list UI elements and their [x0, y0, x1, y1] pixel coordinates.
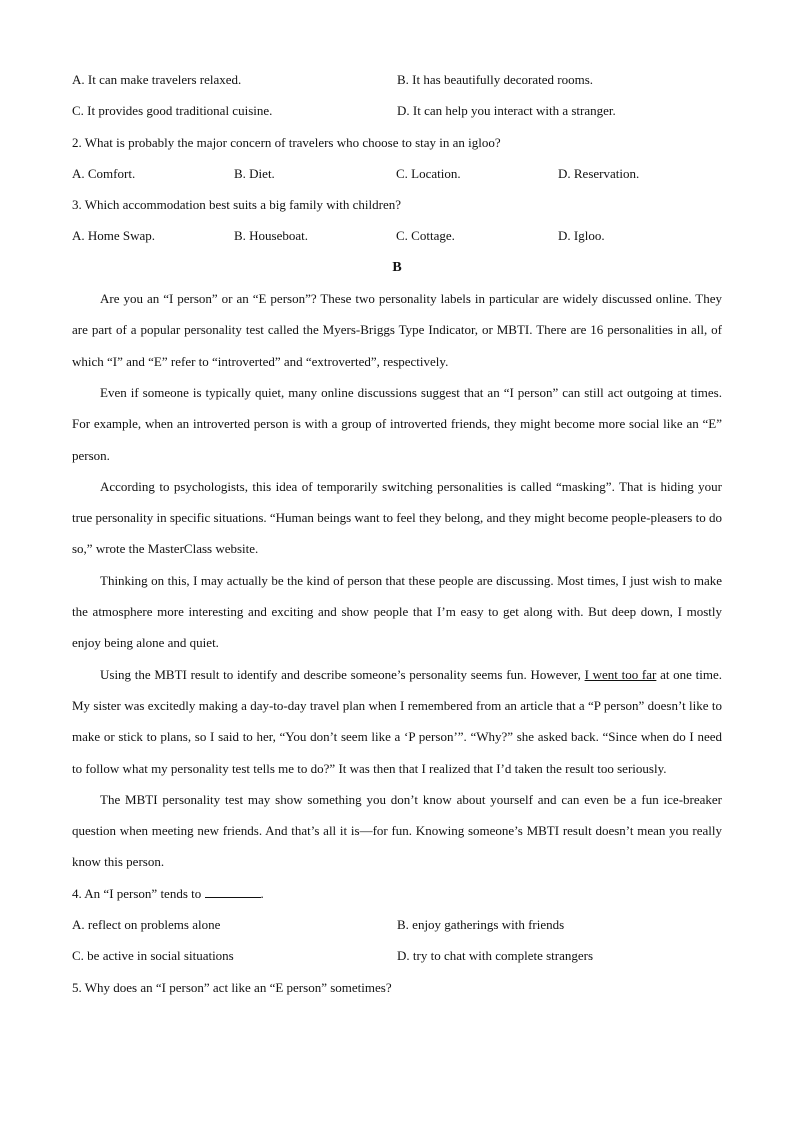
question-text: 4. An “I person” tends to [72, 885, 205, 901]
option-b: B. It has beautifully decorated rooms. [397, 71, 594, 87]
options-row-2 [72, 95, 722, 126]
option-d: D. try to chat with complete strangers [397, 947, 594, 963]
option-a: A. Comfort. [72, 165, 136, 181]
underlined-phrase: I went too far [584, 666, 657, 682]
option-a: A. Home Swap. [72, 228, 156, 244]
option-a: A. It can make travelers relaxed. [72, 71, 242, 87]
question-3: 3. Which accommodation best suits a big family with children? [72, 197, 402, 213]
option-b: B. Houseboat. [234, 228, 309, 244]
document-page [72, 64, 722, 1003]
passage-paragraph-1: Are you an “I person” or an “E person”? These two personality labels in particular are widely discussed online. They are part of a popular personality test called the Myers-Briggs Type Indicator, or MBTI. There are 16 personalities in all, of which “I” and “E” refer to “introverted” and “extroverted”, respectively. [72, 291, 722, 369]
passage-paragraph-3: According to psychologists, this idea of temporarily switching personalities is called “masking”. That is hiding your true personality in specific situations. “Human beings want to feel they belong, and they might become people-pleasers to do so,” wrote the MasterClass website. [72, 478, 722, 557]
question-4 [72, 878, 722, 909]
passage-paragraph-6: The MBTI personality test may show something you don’t know about yourself and can even be a fun ice-breaker question when meeting new friends. And that’s all it is—for fun. Knowing someone’s MBTI result doesn’t mean you really know this person. [72, 791, 722, 870]
section-title: B [392, 259, 402, 275]
passage-paragraph-4: Thinking on this, I may actually be the kind of person that these people are discussing. Most times, I just wish to make the atmosphere more interesting and exciting and show people that I’m easy to get along with. But deep down, I mostly enjoy being alone and quiet. [72, 572, 722, 651]
paragraph-text: at one time. My sister was excitedly making a day-to-day travel plan when I remembered from an article that a “P person” doesn’t like to make or stick to plans, so I said to her, “You don’t seem like a ‘P person’”. “Why?” she asked back. “Since when do I need to follow what my personality test tells me to do?” It was then that I realized that I’d taken the result too seriously. [72, 666, 723, 776]
question-4-options-row-1 [72, 909, 722, 940]
answer-blank [205, 885, 261, 898]
option-c: C. Location. [396, 165, 461, 181]
passage-paragraph-2: Even if someone is typically quiet, many online discussions suggest that an “I person” can still act outgoing at times. For example, when an introverted person is with a group of introverted friends, they might become more social like an “E” person. [72, 384, 722, 463]
question-5: 5. Why does an “I person” act like an “E person” sometimes? [72, 979, 392, 995]
question-4-options-row-2 [72, 940, 722, 971]
option-b: B. Diet. [234, 165, 275, 181]
question-3-options [72, 220, 722, 251]
option-d: D. Reservation. [558, 165, 640, 181]
option-c: C. It provides good traditional cuisine. [72, 102, 273, 118]
question-2: 2. What is probably the major concern of travelers who choose to stay in an igloo? [72, 134, 501, 150]
option-d: D. Igloo. [558, 228, 605, 244]
options-row-1 [72, 64, 722, 95]
option-c: C. Cottage. [396, 228, 455, 244]
passage-paragraph-5 [72, 659, 722, 784]
question-end: . [260, 885, 264, 901]
option-d: D. It can help you interact with a stranger. [397, 102, 616, 118]
option-b: B. enjoy gatherings with friends [397, 916, 565, 932]
option-c: C. be active in social situations [72, 947, 234, 963]
paragraph-text: Using the MBTI result to identify and describe someone’s personality seems fun. However, [100, 666, 585, 682]
option-a: A. reflect on problems alone [72, 916, 221, 932]
question-2-options [72, 158, 722, 189]
